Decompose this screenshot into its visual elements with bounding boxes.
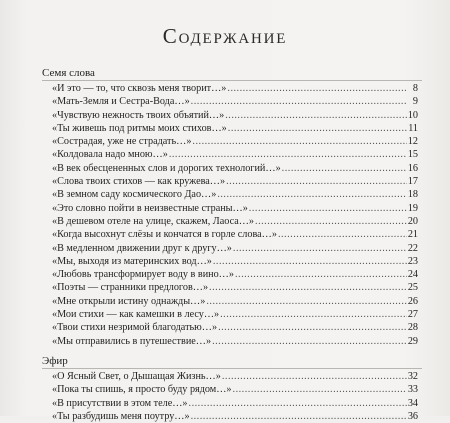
toc-entry-title: «В медленном движении друг к другу…»: [52, 242, 232, 254]
dot-leader: [191, 95, 407, 108]
toc-entry-page: 23: [407, 255, 418, 267]
toc-entry-title: «В дешевом отеле на улице, скажем, Лаоса…»: [52, 215, 255, 227]
toc-entry-page: 17: [407, 176, 418, 188]
toc-entry: [52, 135, 418, 148]
toc-entry-page: 18: [407, 189, 418, 201]
toc-entry-page: 29: [407, 335, 418, 347]
toc-entry-page: 36: [407, 410, 418, 422]
dot-leader: [233, 242, 407, 255]
dot-leader: [222, 370, 407, 383]
toc-entry: [52, 335, 418, 348]
toc-entry-page: 8: [412, 83, 418, 94]
toc-entry-title: «Ты живешь под ритмы моих стихов…»: [52, 122, 227, 134]
toc-entry-title: «Чувствую нежность твоих объятий…»: [52, 109, 225, 121]
toc-entry-page: 11: [408, 122, 418, 134]
toc-entry-title: «В век обесцененных слов и дорогих технологий…»: [52, 162, 281, 174]
toc-list-ether: [52, 370, 418, 423]
dot-leader: [218, 321, 407, 334]
toc-entry-page: 10: [407, 109, 418, 121]
section-label-seed: Семя слова: [42, 67, 95, 79]
section-divider: [42, 368, 422, 369]
toc-entry-page: 34: [407, 397, 418, 409]
toc-entry: [52, 148, 418, 161]
dot-leader: [169, 148, 407, 161]
dot-leader: [220, 308, 407, 321]
toc-entry: [52, 122, 418, 135]
toc-entry-page: 22: [407, 242, 418, 254]
toc-entry: [52, 255, 418, 268]
toc-entry: [52, 383, 418, 396]
toc-entry-page: 19: [407, 202, 418, 214]
toc-entry: [52, 281, 418, 294]
dot-leader: [189, 397, 407, 410]
toc-entry: [52, 162, 418, 175]
section-label-ether: Эфир: [42, 355, 68, 367]
page-title: Содержание: [162, 24, 288, 48]
dot-leader: [191, 410, 407, 423]
toc-entry-page: 32: [407, 371, 418, 382]
toc-entry-title: «Твои стихи незримой благодатью…»: [52, 322, 218, 334]
dot-leader: [278, 228, 407, 241]
toc-entry-title: «Пока ты спишь, я просто буду рядом…»: [52, 384, 232, 396]
toc-entry-page: 27: [407, 309, 418, 321]
dot-leader: [233, 383, 407, 396]
toc-entry: [52, 308, 418, 321]
toc-list-seed: [52, 82, 418, 348]
toc-entry: [52, 321, 418, 334]
toc-entry-title: «О Ясный Свет, о Дышащая Жизнь…»: [52, 371, 221, 382]
dot-leader: [225, 109, 407, 122]
toc-entry-page: 24: [407, 269, 418, 281]
toc-entry-title: «Мои стихи — как камешки в лесу…»: [52, 309, 220, 321]
toc-entry-title: «Поэты — странники предлогов…»: [52, 282, 209, 294]
dot-leader: [206, 295, 406, 308]
toc-entry: [52, 109, 418, 122]
toc-entry-page: 12: [407, 136, 418, 148]
toc-entry-title: «И это — то, что сквозь меня творит…»: [52, 83, 227, 94]
toc-entry: [52, 242, 418, 255]
toc-entry-page: 26: [407, 295, 418, 307]
dot-leader: [255, 215, 407, 228]
toc-entry-title: «Любовь трансформирует воду в вино…»: [52, 269, 234, 281]
toc-entry: [52, 228, 418, 241]
toc-entry: [52, 95, 418, 108]
toc-entry-page: 9: [412, 96, 418, 108]
dot-leader: [227, 82, 407, 95]
dot-leader: [209, 281, 407, 294]
toc-entry-page: 28: [407, 322, 418, 334]
toc-entry-title: «Слова твоих стихов — как кружева…»: [52, 176, 226, 188]
dot-leader: [213, 255, 407, 268]
dot-leader: [235, 268, 407, 281]
toc-entry-page: 16: [407, 162, 418, 174]
toc-entry-title: «Когда высохнут слёзы и кончатся в горле слова…»: [52, 229, 277, 241]
toc-entry-page: 33: [407, 384, 418, 396]
toc-entry: [52, 202, 418, 215]
toc-entry: [52, 82, 418, 95]
toc-entry-title: «Ты разбудишь меня поутру…»: [52, 410, 190, 422]
toc-entry: [52, 188, 418, 201]
toc-entry-title: «Мы, выходя из материнских вод…»: [52, 255, 212, 267]
toc-entry-title: «Мне открыли истину однажды…»: [52, 295, 206, 307]
toc-entry-title: «Мы отправились в путешествие…»: [52, 335, 212, 347]
toc-entry-title: «В присутствии в этом теле…»: [52, 397, 188, 409]
dot-leader: [192, 135, 406, 148]
toc-entry: [52, 295, 418, 308]
dot-leader: [226, 175, 407, 188]
dot-leader: [228, 122, 407, 135]
toc-entry-page: 20: [407, 215, 418, 227]
toc-entry-title: «Это словно пойти в неизвестные страны…»: [52, 202, 248, 214]
toc-entry: [52, 370, 418, 383]
toc-entry-page: 21: [407, 229, 418, 241]
toc-entry-title: «В земном саду космического Дао…»: [52, 189, 217, 201]
dot-leader: [212, 335, 407, 348]
section-divider: [42, 80, 422, 81]
dot-leader: [282, 162, 407, 175]
toc-entry-title: «Сострадая, уже не страдать…»: [52, 136, 192, 148]
toc-entry: [52, 397, 418, 410]
toc-entry-title: «Мать-Земля и Сестра-Вода…»: [52, 96, 190, 108]
toc-entry: [52, 215, 418, 228]
toc-entry-page: 15: [407, 149, 418, 161]
dot-leader: [249, 202, 407, 215]
toc-entry: [52, 410, 418, 423]
toc-entry: [52, 268, 418, 281]
toc-entry-title: «Колдовала надо мною…»: [52, 149, 168, 161]
dot-leader: [217, 188, 406, 201]
toc-entry: [52, 175, 418, 188]
toc-entry-page: 25: [407, 282, 418, 294]
